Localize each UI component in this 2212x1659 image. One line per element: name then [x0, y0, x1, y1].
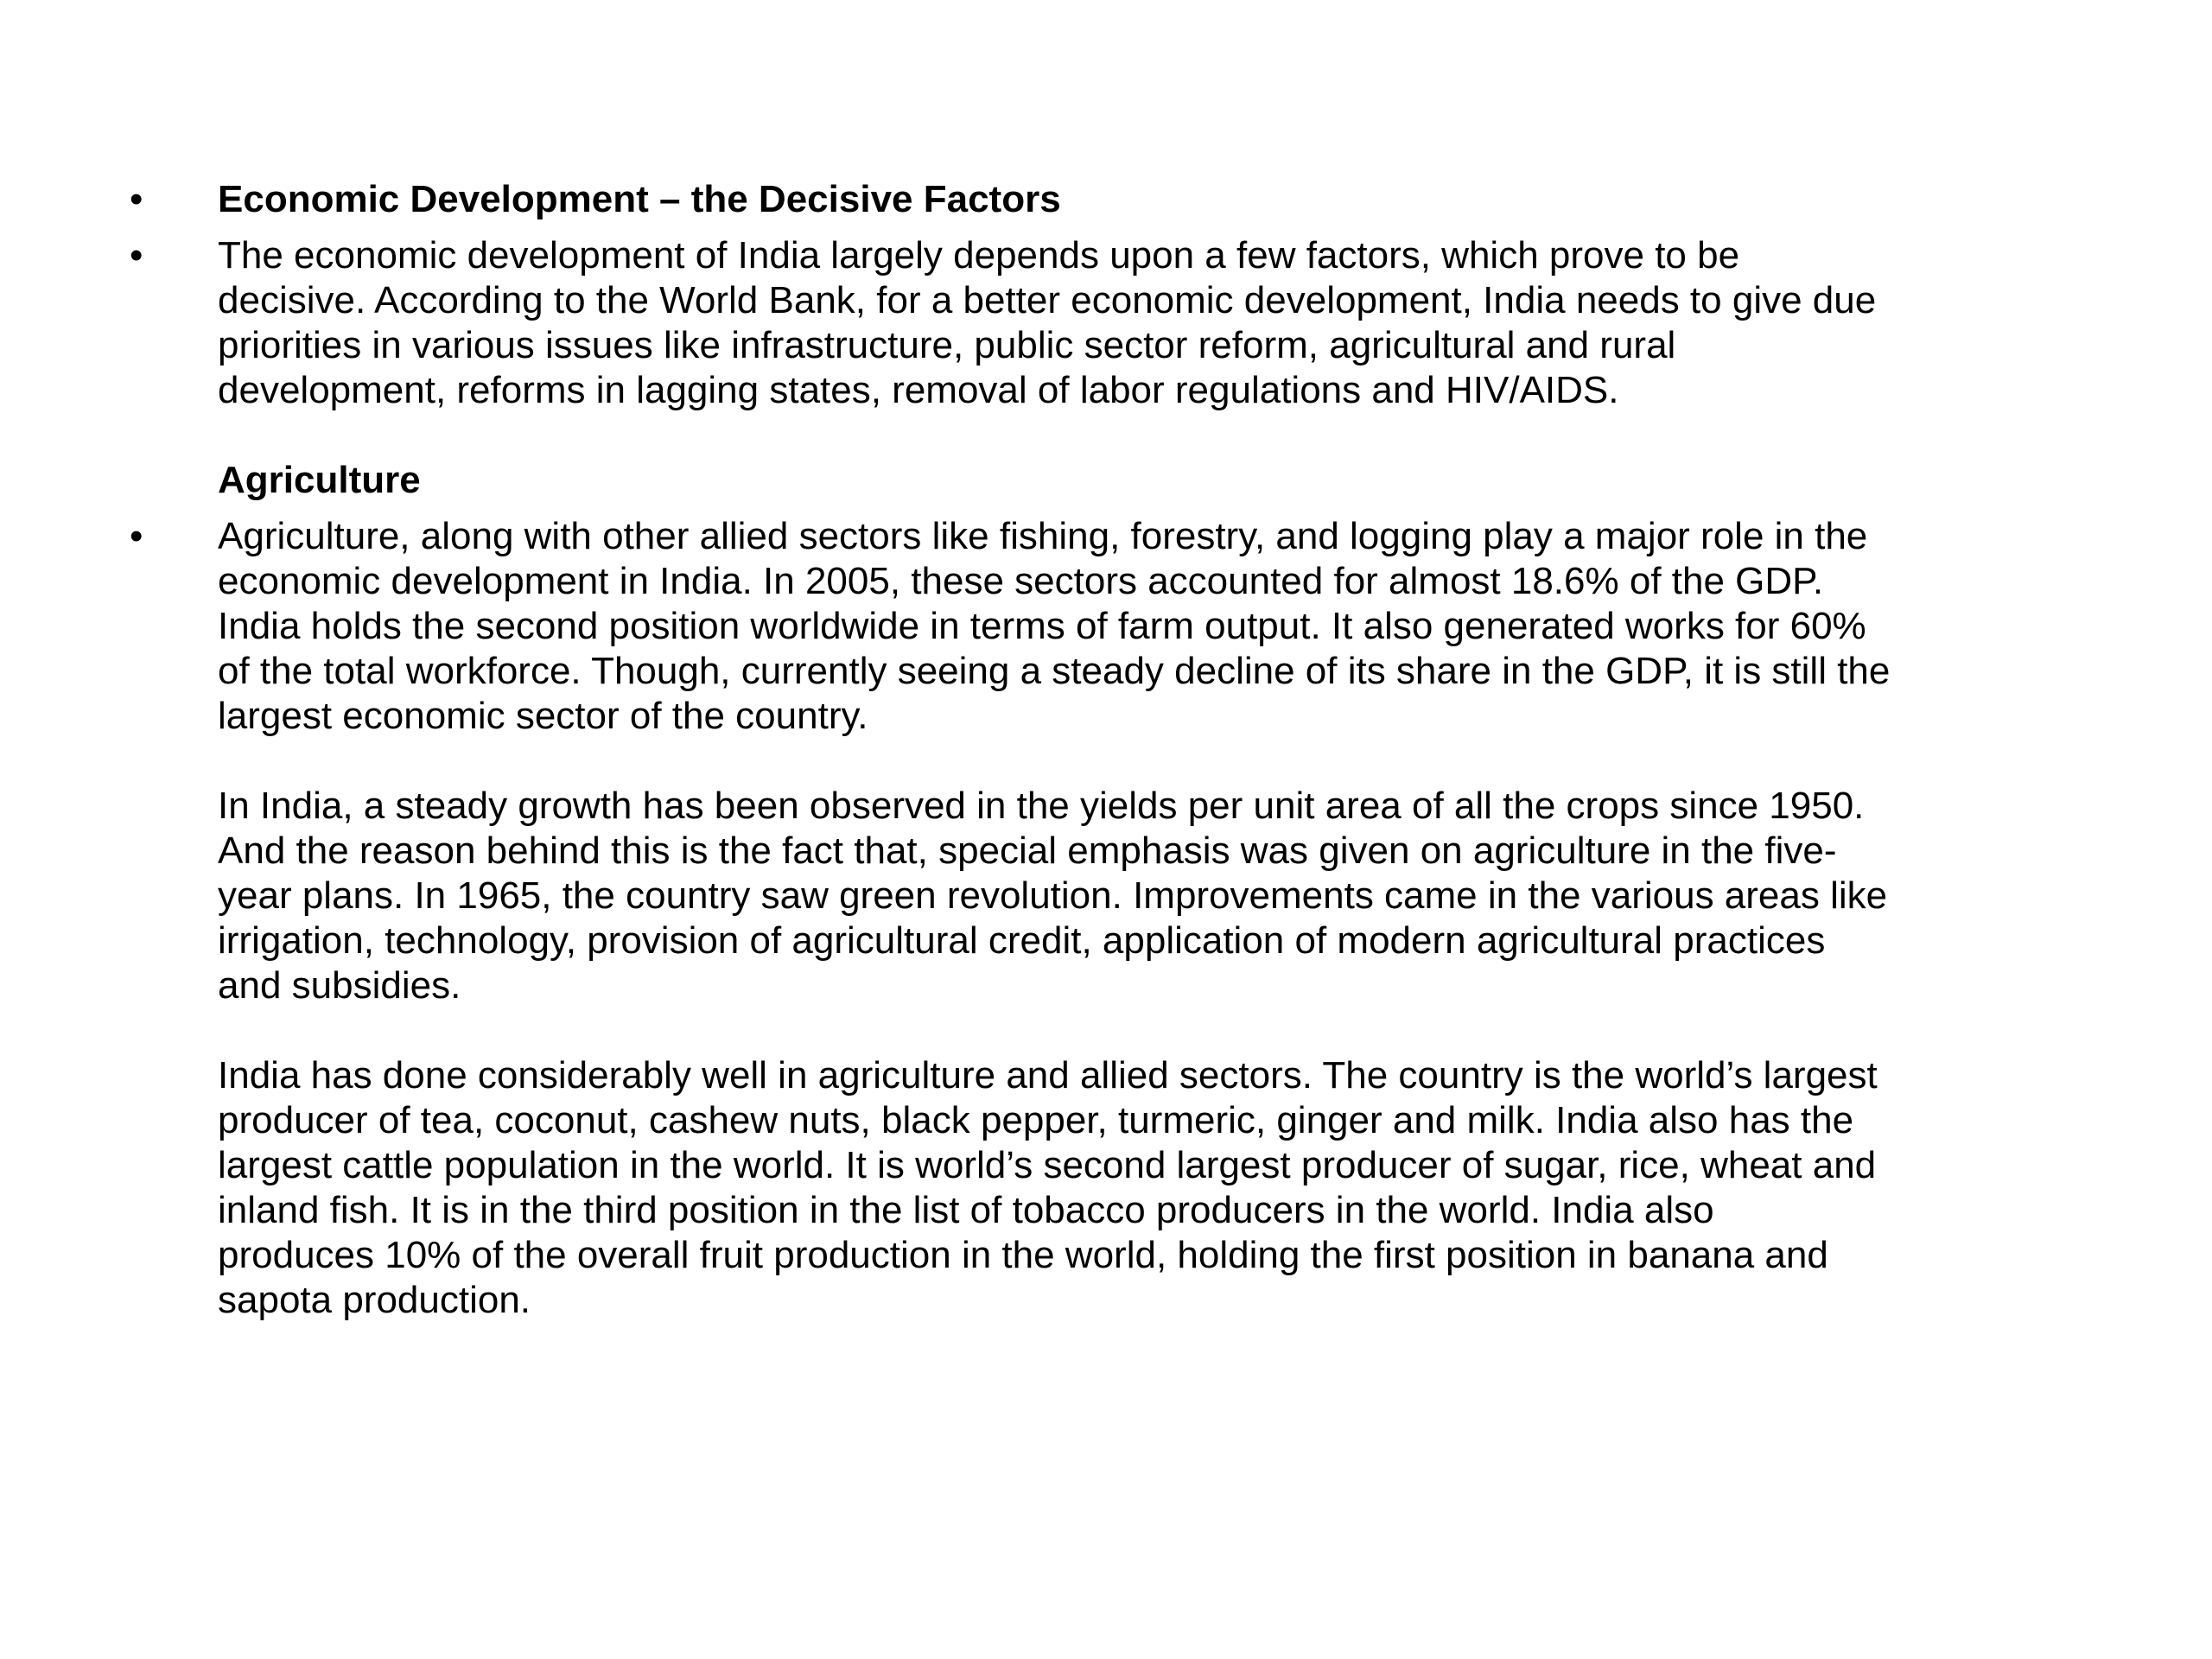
slide-content	[130, 177, 2117, 1323]
agriculture-p2-line-1: In India, a steady growth has been observed in the yields per unit area of all the crops since 1950.	[218, 785, 1865, 827]
spacer	[130, 1008, 2117, 1053]
agriculture-p2-line-2: And the reason behind this is the fact that, special emphasis was given on agriculture in the five-	[218, 830, 1837, 872]
bullet-agriculture-paragraph	[130, 514, 2117, 739]
agriculture-p3-line-6: sapota production.	[218, 1279, 531, 1321]
bullet-icon: •	[130, 515, 143, 557]
agriculture-p3-line-5: produces 10% of the overall fruit production in the world, holding the first position in banana and	[218, 1234, 1828, 1276]
agriculture-p2-line-4: irrigation, technology, provision of agricultural credit, application of modern agricultural practices	[218, 919, 1826, 962]
heading-agriculture: Agriculture	[218, 459, 421, 501]
agriculture-p2-line-5: and subsidies.	[218, 964, 461, 1007]
agriculture-p1-line-2: economic development in India. In 2005, these sectors accounted for almost 18.6% of the GDP.	[218, 560, 1824, 602]
agriculture-p3-line-4: inland fish. It is in the third position in the list of tobacco producers in the world. India also	[218, 1189, 1714, 1231]
agriculture-p3-line-1: India has done considerably well in agriculture and allied sectors. The country is the world’s largest	[218, 1054, 1878, 1096]
bullet-heading-economic-development	[130, 177, 2117, 222]
agriculture-p3-line-2: producer of tea, coconut, cashew nuts, black pepper, turmeric, ginger and milk. India also has the	[218, 1099, 1854, 1141]
agriculture-p1-line-4: of the total workforce. Though, currently seeing a steady decline of its share in the GDP, it is still the	[218, 650, 1891, 692]
bullet-icon: •	[130, 234, 143, 276]
spacer	[130, 503, 2117, 514]
intro-line-1: The economic development of India largely depends upon a few factors, which prove to be	[218, 234, 1740, 276]
spacer	[130, 413, 2117, 458]
agriculture-p1-line-5: largest economic sector of the country.	[218, 695, 868, 737]
agriculture-p1-line-1: Agriculture, along with other allied sectors like fishing, forestry, and logging play a major role in the	[218, 515, 1868, 557]
spacer	[130, 739, 2117, 784]
bullet-intro-paragraph	[130, 233, 2117, 413]
bullet-icon: •	[130, 178, 143, 220]
agriculture-paragraph-2	[130, 784, 2117, 1008]
intro-line-2: decisive. According to the World Bank, for a better economic development, India needs to give due	[218, 279, 1877, 321]
agriculture-p2-line-3: year plans. In 1965, the country saw green revolution. Improvements came in the various areas like	[218, 874, 1888, 917]
agriculture-p3-line-3: largest cattle population in the world. It is world’s second largest producer of sugar, rice, wheat and	[218, 1144, 1877, 1186]
heading-agriculture-block	[130, 458, 2117, 503]
intro-line-3: priorities in various issues like infrastructure, public sector reform, agricultural and rural	[218, 324, 1676, 366]
heading-economic-development: Economic Development – the Decisive Factors	[218, 178, 1061, 220]
spacer	[130, 222, 2117, 233]
agriculture-p1-line-3: India holds the second position worldwide in terms of farm output. It also generated works for 60%	[218, 605, 1866, 647]
agriculture-paragraph-3	[130, 1053, 2117, 1323]
intro-line-4: development, reforms in lagging states, removal of labor regulations and HIV/AIDS.	[218, 369, 1619, 411]
